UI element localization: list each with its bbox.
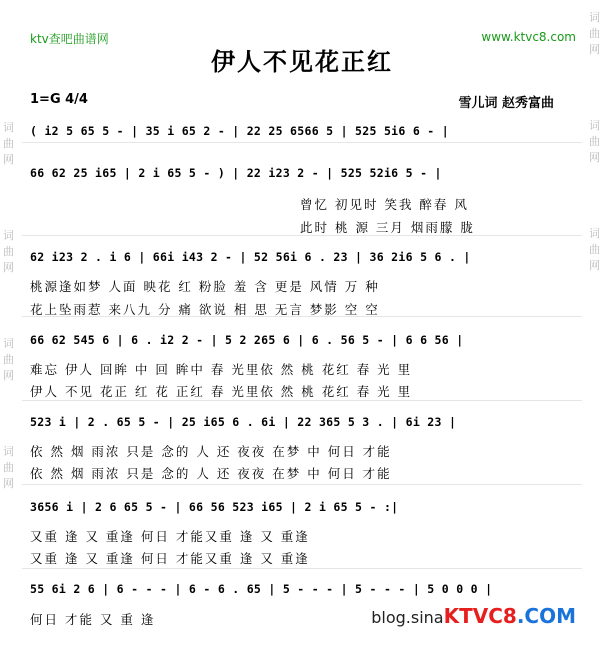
lyrics-line-4b: 伊人 不见 花正 红 花 正红 春 光里依 然 桃 花红 春 光 里	[30, 384, 413, 399]
watermark-com-text: .COM	[516, 604, 576, 628]
lyrics-line-7a: 何日 才能 又 重 逢	[30, 612, 156, 627]
lyrics-line-2a: 曾忆 初见时 笑我 醉春 风	[300, 197, 469, 212]
notation-line-2: 66 62 25 i65 | 2 i 65 5 - ) | 22 i23 2 - | 525 52i6 5 - |	[30, 166, 442, 180]
song-title: 伊人不见花正红	[211, 47, 393, 76]
lyrics-line-6b: 又重 逢 又 重逢 何日 才能又重 逢 又 重逢	[30, 551, 310, 566]
notation-line-3: 62 i23 2 . i 6 | 66i i43 2 - | 52 56i 6 . 23 | 36 2i6 5 6 . |	[30, 250, 471, 264]
notation-line-5: 523 i | 2 . 65 5 - | 25 i65 6 . 6i | 22 365 5 3 . | 6i 23 |	[30, 415, 457, 429]
key-signature: 1=G 4/4	[30, 92, 88, 107]
site-url-right[interactable]: www.ktvc8.com	[481, 30, 576, 44]
lyrics-line-3a: 桃源逢如梦 人面 映花 红 粉脸 羞 含 更是 风情 万 种	[30, 279, 380, 294]
notation-line-4: 66 62 545 6 | 6 . i2 2 - | 5 2 265 6 | 6 . 56 5 - | 6 6 56 |	[30, 333, 464, 347]
side-watermark-left: 词 曲 网 词 曲 网 词 曲 网 词 曲 网	[3, 121, 14, 490]
site-name-left[interactable]: ktv查吧曲谱网	[30, 32, 109, 46]
lyrics-line-6a: 又重 逢 又 重逢 何日 才能又重 逢 又 重逢	[30, 529, 310, 544]
lyrics-line-4a: 难忘 伊人 回眸 中 回 眸中 春 光里依 然 桃 花红 春 光 里	[30, 362, 413, 377]
lyrics-line-2b: 此时 桃 源 三月 烟雨朦 胧	[300, 220, 475, 235]
blog-watermark	[371, 604, 576, 628]
divider	[22, 400, 582, 401]
watermark-ktv-text: KTVC8	[443, 604, 517, 628]
watermark-blog-text: blog.sina	[371, 608, 444, 627]
lyrics-line-3b: 花上坠雨惹 来八九 分 痛 欲说 相 思 无言 梦影 空 空	[30, 302, 380, 317]
side-watermark-right: 词 曲 网 词 曲 网 词 曲 网	[589, 11, 600, 272]
divider	[22, 568, 582, 569]
song-credits: 雪儿词 赵秀富曲	[458, 96, 554, 111]
notation-line-7: 55 6i 2 6 | 6 - - - | 6 - 6 . 65 | 5 - - - | 5 - - - | 5 0 0 0 |	[30, 582, 493, 596]
lyrics-line-5b: 依 然 烟 雨浓 只是 念的 人 还 夜夜 在梦 中 何日 才能	[30, 466, 392, 481]
divider	[22, 142, 582, 143]
lyrics-line-5a: 依 然 烟 雨浓 只是 念的 人 还 夜夜 在梦 中 何日 才能	[30, 444, 392, 459]
notation-line-1: ( i2 5 65 5 - | 35 i 65 2 - | 22 25 6566 5 | 525 5i6 6 - |	[30, 124, 449, 138]
notation-line-6: 3656 i | 2 6 65 5 - | 66 56 523 i65 | 2 i 65 5 - :|	[30, 500, 399, 514]
divider	[22, 484, 582, 485]
